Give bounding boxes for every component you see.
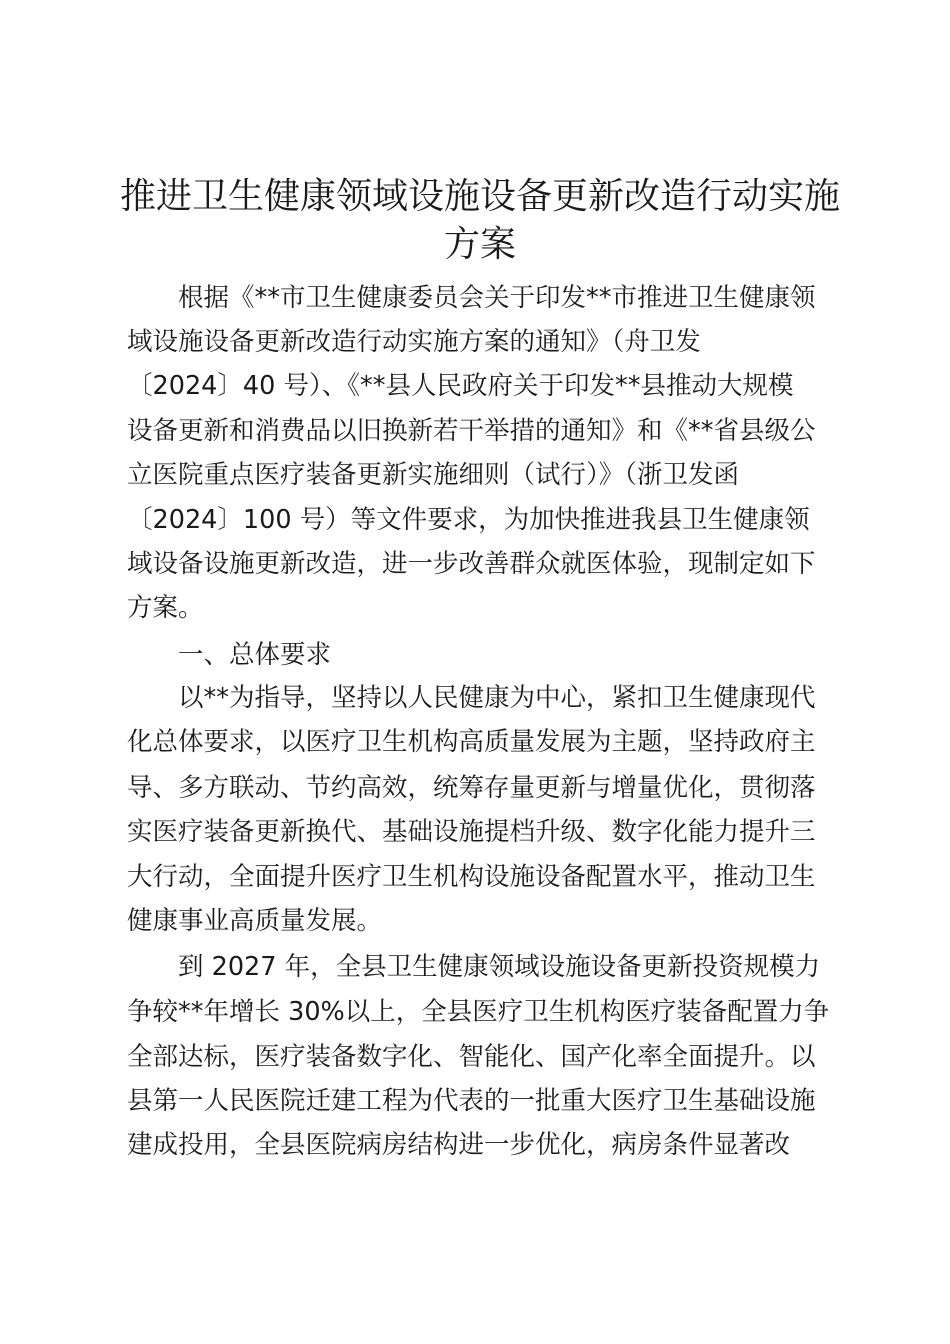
para3-line-2: 争较**年增长 30%以上，全县医疗卫生机构医疗装备配置力争 (127, 997, 830, 1027)
para2-line-6: 健康事业高质量发展。 (127, 906, 383, 936)
para2-line-2: 化总体要求，以医疗卫生机构高质量发展为主题，坚持政府主 (127, 727, 816, 757)
intro-line-7: 域设备设施更新改造，进一步改善群众就医体验，现制定如下 (127, 549, 816, 579)
para3-line-3: 全部达标，医疗装备数字化、智能化、国产化率全面提升。以 (127, 1042, 816, 1072)
intro-line-2: 域设施设备更新改造行动实施方案的通知》（舟卫发 (127, 327, 701, 357)
intro-line-1: 根据《**市卫生健康委员会关于印发**市推进卫生健康领 (178, 283, 816, 313)
para2-line-1: 以**为指导，坚持以人民健康为中心，紧扣卫生健康现代 (178, 683, 816, 713)
para2-line-3: 导、多方联动、节约高效，统筹存量更新与增量优化，贯彻落 (127, 773, 816, 803)
para3-line-5: 建成投用，全县医院病房结构进一步优化，病房条件显著改 (127, 1130, 791, 1160)
intro-line-4: 设备更新和消费品以旧换新若干举措的通知》和《**省县级公 (127, 416, 816, 446)
intro-line-3: 〔2024〕40 号）、《**县人民政府关于印发**县推动大规模 (127, 371, 794, 401)
para2-line-4: 实医疗装备更新换代、基础设施提档升级、数字化能力提升三 (127, 817, 816, 847)
intro-line-6: 〔2024〕100 号）等文件要求，为加快推进我县卫生健康领 (127, 505, 810, 535)
document-title-line2: 方案 (443, 224, 516, 265)
intro-line-5: 立医院重点医疗装备更新实施细则（试行）》（浙卫发函 (127, 460, 740, 490)
para2-line-5: 大行动，全面提升医疗卫生机构设施设备配置水平，推动卫生 (127, 862, 816, 892)
document-title-line1: 推进卫生健康领域设施设备更新改造行动实施 (119, 176, 840, 217)
section-heading-1: 一、总体要求 (178, 640, 332, 670)
intro-line-8: 方案。 (127, 593, 204, 623)
para3-line-4: 县第一人民医院迁建工程为代表的一批重大医疗卫生基础设施 (127, 1086, 816, 1116)
para3-line-1: 到 2027 年，全县卫生健康领域设施设备更新投资规模力 (178, 952, 821, 982)
